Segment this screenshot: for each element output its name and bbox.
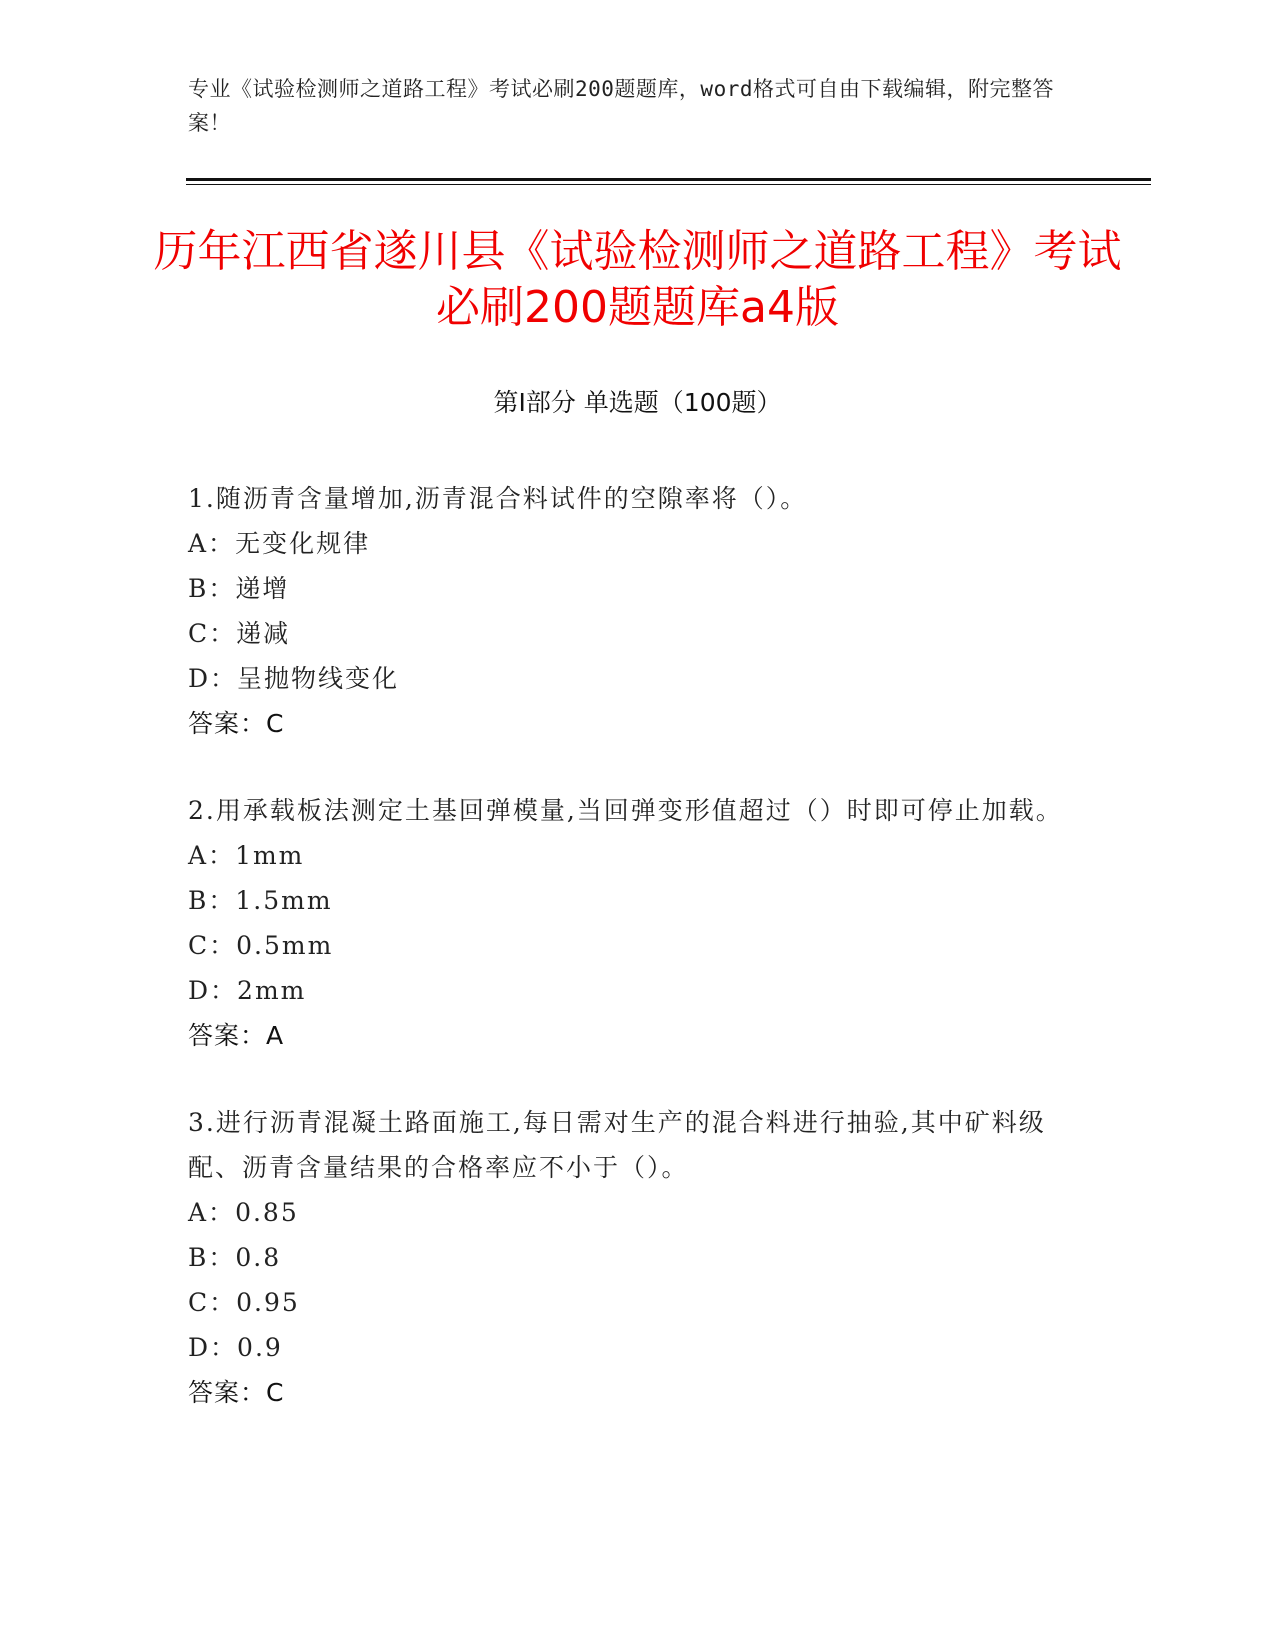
option-c <box>188 1280 1088 1325</box>
option-letter: B： <box>188 886 236 915</box>
option-text: 递减 <box>236 619 291 648</box>
option-text: 0.95 <box>236 1288 300 1317</box>
option-text: 2mm <box>237 976 307 1005</box>
option-d <box>188 656 1088 701</box>
section-title: 第I部分 单选题（100题） <box>493 388 782 417</box>
option-letter: D： <box>188 664 238 693</box>
option-text: 0.9 <box>237 1333 283 1362</box>
option-text: 0.85 <box>235 1198 299 1227</box>
question-3 <box>188 1100 1088 1415</box>
header-divider-thin <box>186 184 1151 185</box>
option-letter: D： <box>188 976 238 1005</box>
option-letter: C： <box>188 931 237 960</box>
option-c <box>188 611 1088 656</box>
option-b <box>188 566 1088 611</box>
option-text: 0.5mm <box>236 931 334 960</box>
header-divider-thick <box>186 178 1151 181</box>
option-letter: B： <box>188 1243 236 1272</box>
option-a <box>188 521 1088 566</box>
option-b <box>188 1235 1088 1280</box>
option-b <box>188 878 1088 923</box>
option-text: 1.5mm <box>235 886 333 915</box>
option-letter: A： <box>188 529 236 558</box>
option-text: 呈抛物线变化 <box>237 664 400 693</box>
option-text: 递增 <box>235 574 290 603</box>
option-text: 无变化规律 <box>235 529 371 558</box>
document-title: 历年江西省遂川县《试验检测师之道路工程》考试必刷200题题库a4版 <box>153 226 1122 333</box>
option-letter: C： <box>188 1288 237 1317</box>
option-a <box>188 833 1088 878</box>
option-letter: D： <box>188 1333 238 1362</box>
header-note: 专业《试验检测师之道路工程》考试必刷200题题库，word格式可自由下载编辑，附完整答案！ <box>188 77 1054 135</box>
option-a <box>188 1190 1088 1235</box>
answer-line: 答案：C <box>188 1378 285 1407</box>
question-stem: 1.随沥青含量增加,沥青混合料试件的空隙率将（）。 <box>188 484 808 513</box>
option-letter: A： <box>188 1198 236 1227</box>
option-c <box>188 923 1088 968</box>
answer-line: 答案：C <box>188 709 285 738</box>
option-letter: A： <box>188 841 236 870</box>
option-letter: C： <box>188 619 237 648</box>
question-stem: 3.进行沥青混凝土路面施工,每日需对生产的混合料进行抽验,其中矿料级配、沥青含量结果的合格率应不小于（）。 <box>188 1108 1046 1182</box>
question-list <box>188 476 1088 1457</box>
question-1 <box>188 476 1088 746</box>
option-text: 1mm <box>235 841 305 870</box>
option-d <box>188 1325 1088 1370</box>
option-d <box>188 968 1088 1013</box>
option-letter: B： <box>188 574 236 603</box>
answer-line: 答案：A <box>188 1021 285 1050</box>
option-text: 0.8 <box>235 1243 282 1272</box>
question-stem: 2.用承载板法测定土基回弹模量,当回弹变形值超过（）时即可停止加载。 <box>188 796 1063 825</box>
question-2 <box>188 788 1088 1058</box>
